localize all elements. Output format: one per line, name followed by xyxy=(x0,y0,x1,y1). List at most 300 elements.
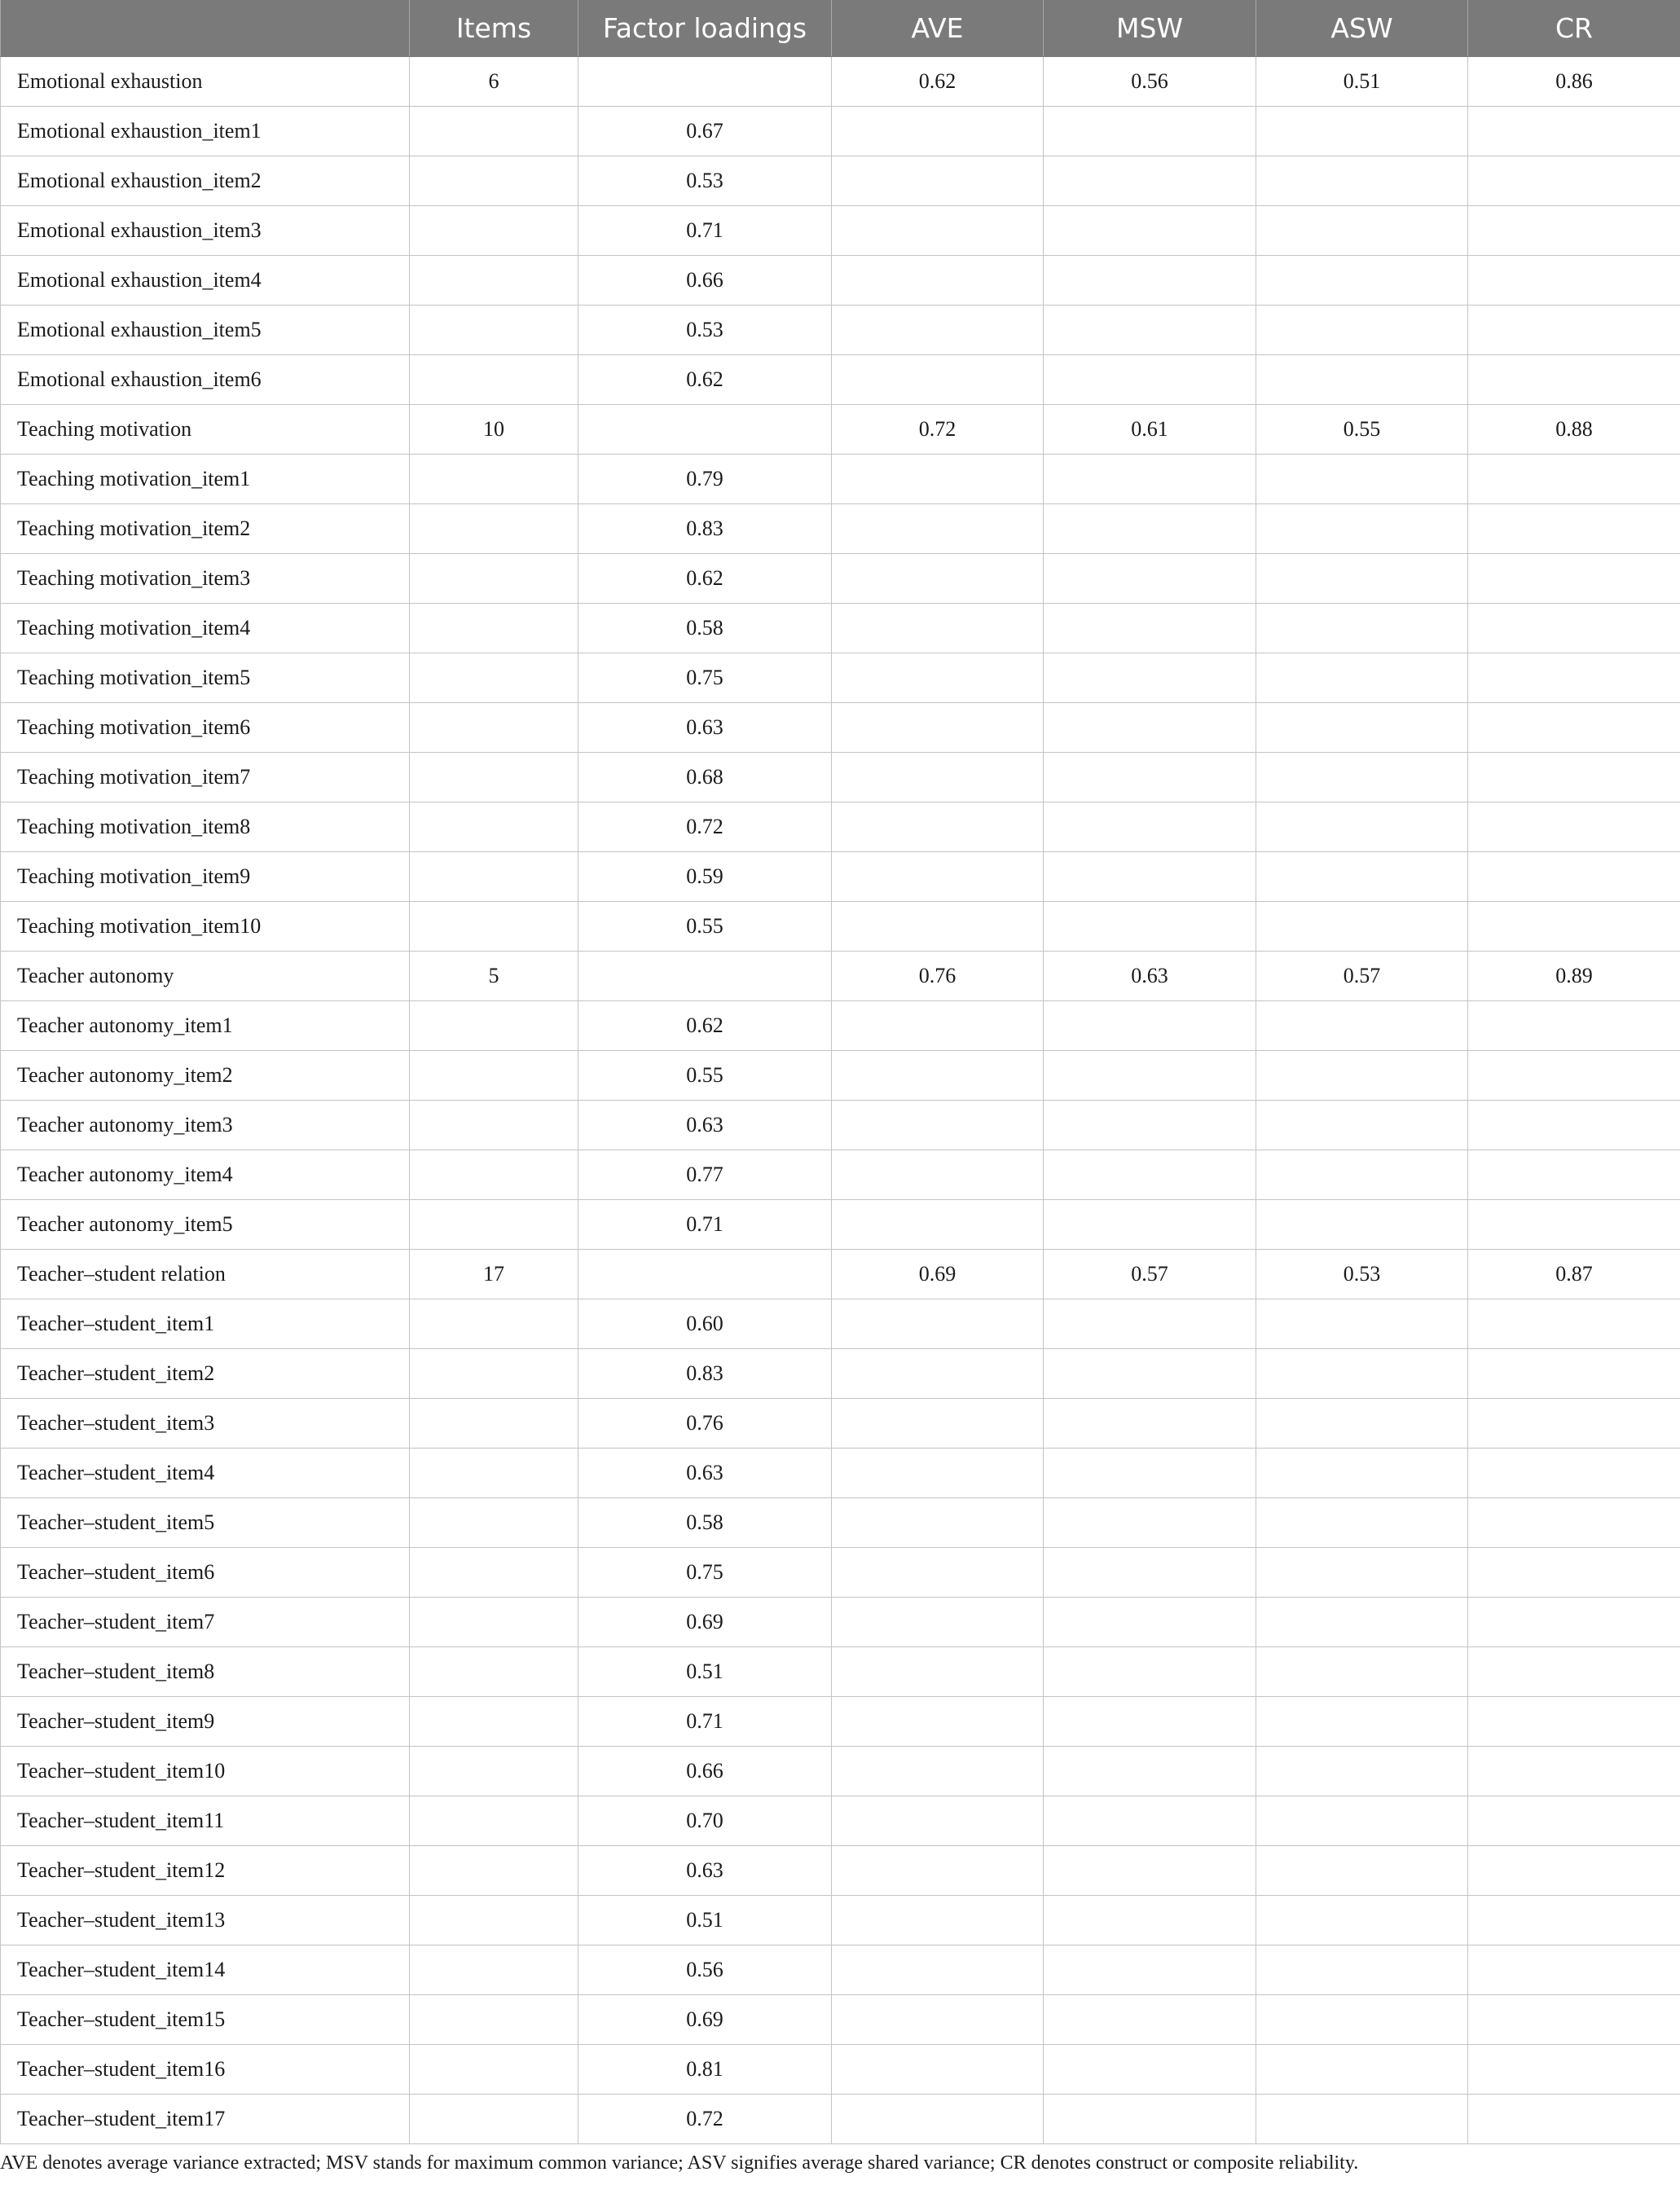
cell-msw xyxy=(1044,1150,1256,1200)
table-row xyxy=(1,1548,1680,1598)
cell-asw xyxy=(1256,156,1468,206)
cell-asw xyxy=(1256,1945,1468,1995)
cell-cr xyxy=(1468,1548,1680,1598)
cell-items xyxy=(410,1747,578,1796)
cell-factor-loading xyxy=(578,1250,832,1299)
cell-construct: Teacher–student_item7 xyxy=(1,1598,410,1647)
cell-cr xyxy=(1468,1647,1680,1697)
table-row xyxy=(1,1299,1680,1349)
cell-factor-loading: 0.75 xyxy=(578,1548,832,1598)
cell-cr xyxy=(1468,1001,1680,1051)
cell-factor-loading: 0.51 xyxy=(578,1647,832,1697)
cell-msw xyxy=(1044,1299,1256,1349)
cell-asw xyxy=(1256,1747,1468,1796)
table-row xyxy=(1,2045,1680,2095)
cell-factor-loading: 0.81 xyxy=(578,2045,832,2095)
cell-items xyxy=(410,653,578,703)
cell-factor-loading: 0.63 xyxy=(578,1846,832,1896)
cell-msw xyxy=(1044,107,1256,156)
cell-ave xyxy=(832,902,1044,952)
header-cell-asw: ASW xyxy=(1256,0,1468,57)
cell-cr xyxy=(1468,504,1680,554)
cell-ave xyxy=(832,206,1044,256)
cell-msw: 0.61 xyxy=(1044,405,1256,455)
cell-ave xyxy=(832,2095,1044,2144)
cell-msw xyxy=(1044,1001,1256,1051)
cell-factor-loading: 0.69 xyxy=(578,1598,832,1647)
cell-asw xyxy=(1256,1598,1468,1647)
cell-factor-loading: 0.62 xyxy=(578,355,832,405)
cell-asw: 0.51 xyxy=(1256,57,1468,107)
cell-asw xyxy=(1256,2095,1468,2144)
cell-cr xyxy=(1468,1399,1680,1449)
cell-items xyxy=(410,156,578,206)
cell-cr xyxy=(1468,256,1680,306)
cell-construct: Teacher autonomy_item3 xyxy=(1,1101,410,1150)
header-cell-items: Items xyxy=(410,0,578,57)
cell-cr xyxy=(1468,1747,1680,1796)
table-row xyxy=(1,1995,1680,2045)
cell-items xyxy=(410,1498,578,1548)
cell-msw xyxy=(1044,1846,1256,1896)
table-row xyxy=(1,1001,1680,1051)
cell-ave xyxy=(832,703,1044,753)
cell-asw xyxy=(1256,1697,1468,1747)
table-row xyxy=(1,1250,1680,1299)
table-row xyxy=(1,1399,1680,1449)
cell-ave xyxy=(832,1945,1044,1995)
table-row xyxy=(1,802,1680,852)
cell-msw xyxy=(1044,852,1256,902)
cell-msw: 0.56 xyxy=(1044,57,1256,107)
cell-items xyxy=(410,902,578,952)
header-cell-ave: AVE xyxy=(832,0,1044,57)
cell-asw xyxy=(1256,1001,1468,1051)
cell-items xyxy=(410,306,578,355)
cell-ave xyxy=(832,355,1044,405)
table-row xyxy=(1,1200,1680,1250)
cell-factor-loading: 0.66 xyxy=(578,256,832,306)
table-row xyxy=(1,256,1680,306)
cell-ave xyxy=(832,1796,1044,1846)
table-row xyxy=(1,753,1680,802)
cell-construct: Teaching motivation_item3 xyxy=(1,554,410,604)
cell-construct: Emotional exhaustion_item3 xyxy=(1,206,410,256)
cell-items: 6 xyxy=(410,57,578,107)
table-row xyxy=(1,1896,1680,1945)
cell-items xyxy=(410,455,578,504)
cell-factor-loading: 0.51 xyxy=(578,1896,832,1945)
cell-asw xyxy=(1256,355,1468,405)
cell-cr xyxy=(1468,1449,1680,1498)
cell-ave xyxy=(832,653,1044,703)
cell-items xyxy=(410,2045,578,2095)
cell-ave xyxy=(832,1846,1044,1896)
cell-ave xyxy=(832,753,1044,802)
cell-factor-loading xyxy=(578,405,832,455)
cell-ave xyxy=(832,1647,1044,1697)
cell-ave: 0.69 xyxy=(832,1250,1044,1299)
cell-items xyxy=(410,1101,578,1150)
cell-msw xyxy=(1044,554,1256,604)
table-footnote: AVE denotes average variance extracted; MSV stands for maximum common variance; ASV signifies average shared variance; CR denotes construct or composite reliability. xyxy=(0,2152,1359,2174)
cell-factor-loading: 0.56 xyxy=(578,1945,832,1995)
cell-ave xyxy=(832,1995,1044,2045)
table-row xyxy=(1,504,1680,554)
table-row xyxy=(1,852,1680,902)
cell-items xyxy=(410,1399,578,1449)
cell-msw xyxy=(1044,1399,1256,1449)
cell-cr xyxy=(1468,753,1680,802)
cell-cr: 0.89 xyxy=(1468,952,1680,1001)
cell-asw xyxy=(1256,1548,1468,1598)
cell-asw xyxy=(1256,1349,1468,1399)
cell-cr xyxy=(1468,1101,1680,1150)
table-row xyxy=(1,1945,1680,1995)
table-row xyxy=(1,1796,1680,1846)
cell-factor-loading: 0.83 xyxy=(578,1349,832,1399)
cell-items xyxy=(410,1349,578,1399)
table-row xyxy=(1,156,1680,206)
cell-items xyxy=(410,206,578,256)
cell-cr xyxy=(1468,2095,1680,2144)
table-row xyxy=(1,1598,1680,1647)
cell-msw xyxy=(1044,455,1256,504)
table-row xyxy=(1,703,1680,753)
cell-asw xyxy=(1256,604,1468,653)
cell-factor-loading: 0.75 xyxy=(578,653,832,703)
cell-cr xyxy=(1468,902,1680,952)
header-cell-construct xyxy=(1,0,410,57)
table-header xyxy=(1,0,1680,57)
cell-items xyxy=(410,256,578,306)
cell-construct: Teacher autonomy_item2 xyxy=(1,1051,410,1101)
table-row xyxy=(1,952,1680,1001)
cell-items xyxy=(410,1796,578,1846)
cell-asw xyxy=(1256,1299,1468,1349)
cell-factor-loading: 0.71 xyxy=(578,1697,832,1747)
cell-asw xyxy=(1256,753,1468,802)
cell-ave xyxy=(832,1498,1044,1548)
cell-construct: Teaching motivation_item8 xyxy=(1,802,410,852)
cell-asw xyxy=(1256,1796,1468,1846)
cell-msw xyxy=(1044,1349,1256,1399)
cell-ave xyxy=(832,1399,1044,1449)
cell-cr xyxy=(1468,1945,1680,1995)
cell-msw xyxy=(1044,902,1256,952)
cell-construct: Teacher–student_item14 xyxy=(1,1945,410,1995)
cell-factor-loading: 0.60 xyxy=(578,1299,832,1349)
cell-cr xyxy=(1468,156,1680,206)
cell-construct: Teacher autonomy_item5 xyxy=(1,1200,410,1250)
cell-asw xyxy=(1256,852,1468,902)
cell-items xyxy=(410,1200,578,1250)
cell-asw xyxy=(1256,1498,1468,1548)
cell-items xyxy=(410,1299,578,1349)
cell-cr xyxy=(1468,703,1680,753)
cell-construct: Teacher–student relation xyxy=(1,1250,410,1299)
table-row xyxy=(1,1846,1680,1896)
table-row xyxy=(1,554,1680,604)
cell-items xyxy=(410,1449,578,1498)
cell-construct: Teacher–student_item4 xyxy=(1,1449,410,1498)
cell-ave xyxy=(832,1001,1044,1051)
header-cell-cr: CR xyxy=(1468,0,1680,57)
cell-ave xyxy=(832,256,1044,306)
cell-asw xyxy=(1256,306,1468,355)
cell-msw xyxy=(1044,1945,1256,1995)
cell-msw xyxy=(1044,1051,1256,1101)
cell-cr: 0.86 xyxy=(1468,57,1680,107)
cell-items xyxy=(410,1548,578,1598)
cell-construct: Teacher–student_item17 xyxy=(1,2095,410,2144)
cell-asw xyxy=(1256,902,1468,952)
cell-factor-loading: 0.62 xyxy=(578,554,832,604)
cell-factor-loading: 0.58 xyxy=(578,1498,832,1548)
cell-ave xyxy=(832,107,1044,156)
cell-ave xyxy=(832,1449,1044,1498)
cell-items xyxy=(410,753,578,802)
cell-cr xyxy=(1468,1051,1680,1101)
table-row xyxy=(1,206,1680,256)
cell-cr xyxy=(1468,206,1680,256)
cell-asw xyxy=(1256,1995,1468,2045)
cell-items xyxy=(410,1896,578,1945)
cell-asw xyxy=(1256,1647,1468,1697)
cell-items xyxy=(410,1697,578,1747)
cell-items xyxy=(410,554,578,604)
cell-msw xyxy=(1044,753,1256,802)
cell-factor-loading: 0.55 xyxy=(578,902,832,952)
cell-ave xyxy=(832,1200,1044,1250)
cell-factor-loading: 0.63 xyxy=(578,1101,832,1150)
cell-cr xyxy=(1468,852,1680,902)
cell-factor-loading: 0.68 xyxy=(578,753,832,802)
cell-factor-loading: 0.71 xyxy=(578,206,832,256)
cell-cr xyxy=(1468,1896,1680,1945)
cell-asw xyxy=(1256,703,1468,753)
cell-construct: Teacher–student_item12 xyxy=(1,1846,410,1896)
cell-cr xyxy=(1468,554,1680,604)
cell-asw xyxy=(1256,1896,1468,1945)
table-row xyxy=(1,355,1680,405)
table-row xyxy=(1,57,1680,107)
cell-msw xyxy=(1044,156,1256,206)
cell-ave: 0.72 xyxy=(832,405,1044,455)
cell-items xyxy=(410,1995,578,2045)
cell-ave: 0.62 xyxy=(832,57,1044,107)
cell-items: 10 xyxy=(410,405,578,455)
cell-factor-loading: 0.72 xyxy=(578,802,832,852)
cell-ave xyxy=(832,852,1044,902)
cell-asw xyxy=(1256,1846,1468,1896)
cell-cr xyxy=(1468,1200,1680,1250)
cell-cr xyxy=(1468,1995,1680,2045)
cell-msw xyxy=(1044,1548,1256,1598)
cell-cr xyxy=(1468,1697,1680,1747)
cell-items xyxy=(410,1001,578,1051)
cell-ave xyxy=(832,1697,1044,1747)
cell-factor-loading: 0.83 xyxy=(578,504,832,554)
cell-items: 5 xyxy=(410,952,578,1001)
cell-factor-loading: 0.63 xyxy=(578,703,832,753)
table-row xyxy=(1,1349,1680,1399)
cell-construct: Emotional exhaustion_item1 xyxy=(1,107,410,156)
cell-factor-loading: 0.71 xyxy=(578,1200,832,1250)
cell-cr xyxy=(1468,1598,1680,1647)
cell-msw xyxy=(1044,1747,1256,1796)
cell-construct: Teacher–student_item10 xyxy=(1,1747,410,1796)
cell-items xyxy=(410,107,578,156)
cell-msw xyxy=(1044,2045,1256,2095)
cell-items xyxy=(410,1945,578,1995)
cell-msw xyxy=(1044,2095,1256,2144)
cell-cr xyxy=(1468,1299,1680,1349)
cell-items xyxy=(410,1051,578,1101)
cell-factor-loading: 0.55 xyxy=(578,1051,832,1101)
cell-msw xyxy=(1044,1647,1256,1697)
cell-items xyxy=(410,504,578,554)
table-row xyxy=(1,1449,1680,1498)
cell-cr: 0.88 xyxy=(1468,405,1680,455)
cell-msw xyxy=(1044,1200,1256,1250)
cell-msw: 0.63 xyxy=(1044,952,1256,1001)
cell-items xyxy=(410,604,578,653)
cell-construct: Teaching motivation_item1 xyxy=(1,455,410,504)
cell-construct: Teacher–student_item6 xyxy=(1,1548,410,1598)
cell-ave xyxy=(832,604,1044,653)
table-row xyxy=(1,604,1680,653)
cell-cr xyxy=(1468,107,1680,156)
cell-construct: Teaching motivation xyxy=(1,405,410,455)
cell-factor-loading: 0.66 xyxy=(578,1747,832,1796)
cell-items xyxy=(410,1598,578,1647)
cell-construct: Teacher–student_item2 xyxy=(1,1349,410,1399)
table-row xyxy=(1,1498,1680,1548)
cell-msw xyxy=(1044,703,1256,753)
cell-items xyxy=(410,852,578,902)
cell-cr xyxy=(1468,1846,1680,1896)
cell-msw xyxy=(1044,504,1256,554)
cell-cr xyxy=(1468,455,1680,504)
cell-asw: 0.53 xyxy=(1256,1250,1468,1299)
cell-construct: Teacher autonomy xyxy=(1,952,410,1001)
cell-cr xyxy=(1468,802,1680,852)
cell-ave xyxy=(832,1150,1044,1200)
cell-construct: Teaching motivation_item7 xyxy=(1,753,410,802)
cell-construct: Teacher autonomy_item1 xyxy=(1,1001,410,1051)
cell-factor-loading: 0.59 xyxy=(578,852,832,902)
header-cell-msw: MSW xyxy=(1044,0,1256,57)
cell-asw xyxy=(1256,802,1468,852)
cell-msw xyxy=(1044,1101,1256,1150)
cell-factor-loading: 0.58 xyxy=(578,604,832,653)
cell-asw xyxy=(1256,1399,1468,1449)
cell-construct: Emotional exhaustion_item2 xyxy=(1,156,410,206)
cell-asw xyxy=(1256,206,1468,256)
cell-msw: 0.57 xyxy=(1044,1250,1256,1299)
cell-asw xyxy=(1256,1200,1468,1250)
cell-items xyxy=(410,2095,578,2144)
cell-construct: Teacher autonomy_item4 xyxy=(1,1150,410,1200)
cell-cr xyxy=(1468,1150,1680,1200)
cell-construct: Teacher–student_item8 xyxy=(1,1647,410,1697)
cell-cr xyxy=(1468,1796,1680,1846)
cell-msw xyxy=(1044,1995,1256,2045)
cell-asw xyxy=(1256,455,1468,504)
cell-construct: Teacher–student_item5 xyxy=(1,1498,410,1548)
cell-construct: Teaching motivation_item4 xyxy=(1,604,410,653)
cell-cr: 0.87 xyxy=(1468,1250,1680,1299)
cell-ave xyxy=(832,1747,1044,1796)
cell-factor-loading: 0.72 xyxy=(578,2095,832,2144)
cell-asw xyxy=(1256,554,1468,604)
cell-items xyxy=(410,1647,578,1697)
table-row xyxy=(1,306,1680,355)
cell-items xyxy=(410,802,578,852)
cell-factor-loading: 0.53 xyxy=(578,306,832,355)
cell-factor-loading: 0.70 xyxy=(578,1796,832,1846)
cell-factor-loading: 0.76 xyxy=(578,1399,832,1449)
cell-construct: Emotional exhaustion_item4 xyxy=(1,256,410,306)
cell-asw xyxy=(1256,256,1468,306)
cell-asw xyxy=(1256,1449,1468,1498)
cell-factor-loading xyxy=(578,57,832,107)
cell-cr xyxy=(1468,2045,1680,2095)
cell-asw: 0.57 xyxy=(1256,952,1468,1001)
cell-ave xyxy=(832,1896,1044,1945)
cell-msw xyxy=(1044,653,1256,703)
header-cell-factor-loadings: Factor loadings xyxy=(578,0,832,57)
table-row xyxy=(1,1697,1680,1747)
cell-ave xyxy=(832,306,1044,355)
header-row xyxy=(1,0,1680,57)
cell-ave xyxy=(832,1548,1044,1598)
cell-cr xyxy=(1468,1349,1680,1399)
cell-factor-loading: 0.63 xyxy=(578,1449,832,1498)
table-row xyxy=(1,1150,1680,1200)
cell-asw xyxy=(1256,1101,1468,1150)
cell-asw xyxy=(1256,1150,1468,1200)
cell-construct: Teacher–student_item11 xyxy=(1,1796,410,1846)
table-row xyxy=(1,1051,1680,1101)
cell-cr xyxy=(1468,306,1680,355)
cell-construct: Teaching motivation_item5 xyxy=(1,653,410,703)
cell-construct: Teacher–student_item13 xyxy=(1,1896,410,1945)
cell-ave xyxy=(832,1051,1044,1101)
cell-ave xyxy=(832,2045,1044,2095)
table-row xyxy=(1,653,1680,703)
table-row xyxy=(1,455,1680,504)
table-row xyxy=(1,1747,1680,1796)
cell-factor-loading: 0.53 xyxy=(578,156,832,206)
table-row xyxy=(1,1101,1680,1150)
cell-msw xyxy=(1044,604,1256,653)
cell-msw xyxy=(1044,1449,1256,1498)
cell-msw xyxy=(1044,256,1256,306)
cell-ave xyxy=(832,1299,1044,1349)
table-body xyxy=(1,57,1680,2144)
cell-construct: Teaching motivation_item9 xyxy=(1,852,410,902)
cell-construct: Teacher–student_item9 xyxy=(1,1697,410,1747)
cell-items: 17 xyxy=(410,1250,578,1299)
table-row xyxy=(1,2095,1680,2144)
table-row xyxy=(1,1647,1680,1697)
table-row xyxy=(1,107,1680,156)
cell-construct: Emotional exhaustion_item5 xyxy=(1,306,410,355)
cell-construct: Emotional exhaustion xyxy=(1,57,410,107)
cell-ave xyxy=(832,802,1044,852)
